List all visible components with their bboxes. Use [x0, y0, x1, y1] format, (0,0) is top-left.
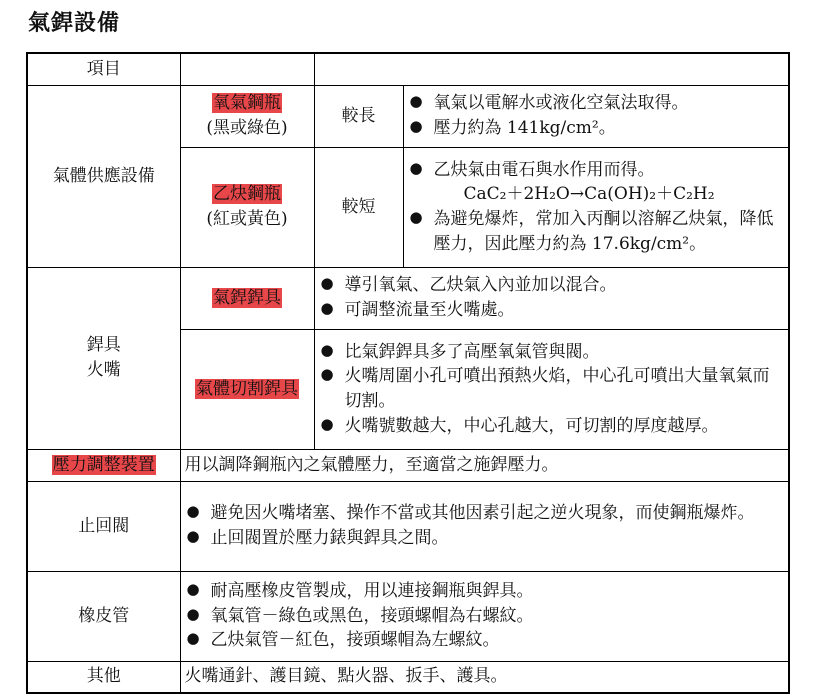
gas-supply-label: 氣體供應設備: [27, 85, 180, 267]
cutting-torch-name: 氣體切割銲具: [196, 378, 298, 399]
check-valve-points: [180, 481, 789, 571]
torch-label-line1: 銲具: [86, 335, 121, 356]
regulator-label-cell: [27, 449, 180, 481]
oxygen-row: [27, 85, 789, 147]
other-label: 其他: [27, 661, 180, 693]
hose-point-3: ● 乙炔氣管－紅色，接頭螺帽為左螺紋。: [185, 628, 785, 653]
cutting-torch-cell: [180, 329, 314, 449]
check-valve-point-1: ● 避免因火嘴堵塞、操作不當或其他因素引起之逆火現象，而使鋼瓶爆炸。: [185, 501, 785, 526]
cutting-point-1: ● 比氣銲銲具多了高壓氧氣管與閥。: [319, 340, 785, 365]
acetylene-cylinder-color: (紅或黃色): [206, 209, 288, 229]
cutting-torch-points: [314, 329, 789, 449]
acetylene-points: [403, 147, 789, 267]
hose-points: [180, 571, 789, 661]
header-empty-2: [314, 53, 789, 85]
acetylene-length: 較短: [314, 147, 403, 267]
cutting-point-2: ● 火嘴周圍小孔可噴出預熱火焰，中心孔可噴出大量氧氣而切割。: [319, 364, 785, 413]
oxygen-point-1: ● 氧氣以電解水或液化空氣法取得。: [408, 91, 785, 116]
oxygen-points: [403, 85, 789, 147]
header-row: [27, 53, 789, 85]
hose-row: [27, 571, 789, 661]
oxygen-length: 較長: [314, 85, 403, 147]
welding-torch-name: 氣銲銲具: [213, 287, 281, 308]
oxygen-cylinder-cell: [180, 85, 314, 147]
other-desc: 火嘴通針、護目鏡、點火器、扳手、護具。: [180, 661, 789, 693]
acetylene-formula: CaC₂＋2H₂O→Ca(OH)₂＋C₂H₂: [463, 184, 715, 205]
regulator-label: 壓力調整裝置: [52, 454, 155, 475]
check-valve-row: [27, 481, 789, 571]
acetylene-cylinder-cell: [180, 147, 314, 267]
check-valve-point-2: ● 止回閥置於壓力錶與銲具之間。: [185, 526, 785, 551]
acetylene-cylinder-name: 乙炔鋼瓶: [213, 184, 281, 205]
cutting-point-3: ● 火嘴號數越大，中心孔越大，可切割的厚度越厚。: [319, 414, 785, 439]
oxygen-cylinder-color: (黑或綠色): [206, 118, 288, 138]
header-item: 項目: [27, 53, 180, 85]
hose-point-1: ● 耐高壓橡皮管製成，用以連接鋼瓶與銲具。: [185, 579, 785, 604]
torch-label: [27, 267, 180, 449]
oxygen-point-2: ● 壓力約為 141kg/cm²。: [408, 116, 785, 141]
acetylene-point-2: ● 為避免爆炸，常加入丙酮以溶解乙炔氣，降低壓力，因此壓力約為 17.6kg/cm²。: [408, 207, 785, 256]
hose-label: 橡皮管: [27, 571, 180, 661]
welding-point-2: ● 可調整流量至火嘴處。: [319, 298, 785, 323]
check-valve-label: 止回閥: [27, 481, 180, 571]
hose-point-2: ● 氧氣管－綠色或黑色，接頭螺帽為右螺紋。: [185, 604, 785, 629]
welding-point-1: ● 導引氧氣、乙炔氣入內並加以混合。: [319, 273, 785, 298]
torch-label-line2: 火嘴: [86, 360, 121, 380]
welding-torch-row: [27, 267, 789, 329]
page-title: 氣銲設備: [28, 11, 121, 36]
header-empty-1: [180, 53, 314, 85]
oxygen-cylinder-name: 氧氣鋼瓶: [213, 93, 281, 114]
equipment-table: [26, 52, 790, 694]
welding-torch-cell: [180, 267, 314, 329]
acetylene-point-1: ● 乙炔氣由電石與水作用而得。: [408, 158, 785, 183]
regulator-desc: 用以調降鋼瓶內之氣體壓力，至適當之施銲壓力。: [180, 449, 789, 481]
welding-torch-points: [314, 267, 789, 329]
regulator-row: [27, 449, 789, 481]
other-row: [27, 661, 789, 693]
